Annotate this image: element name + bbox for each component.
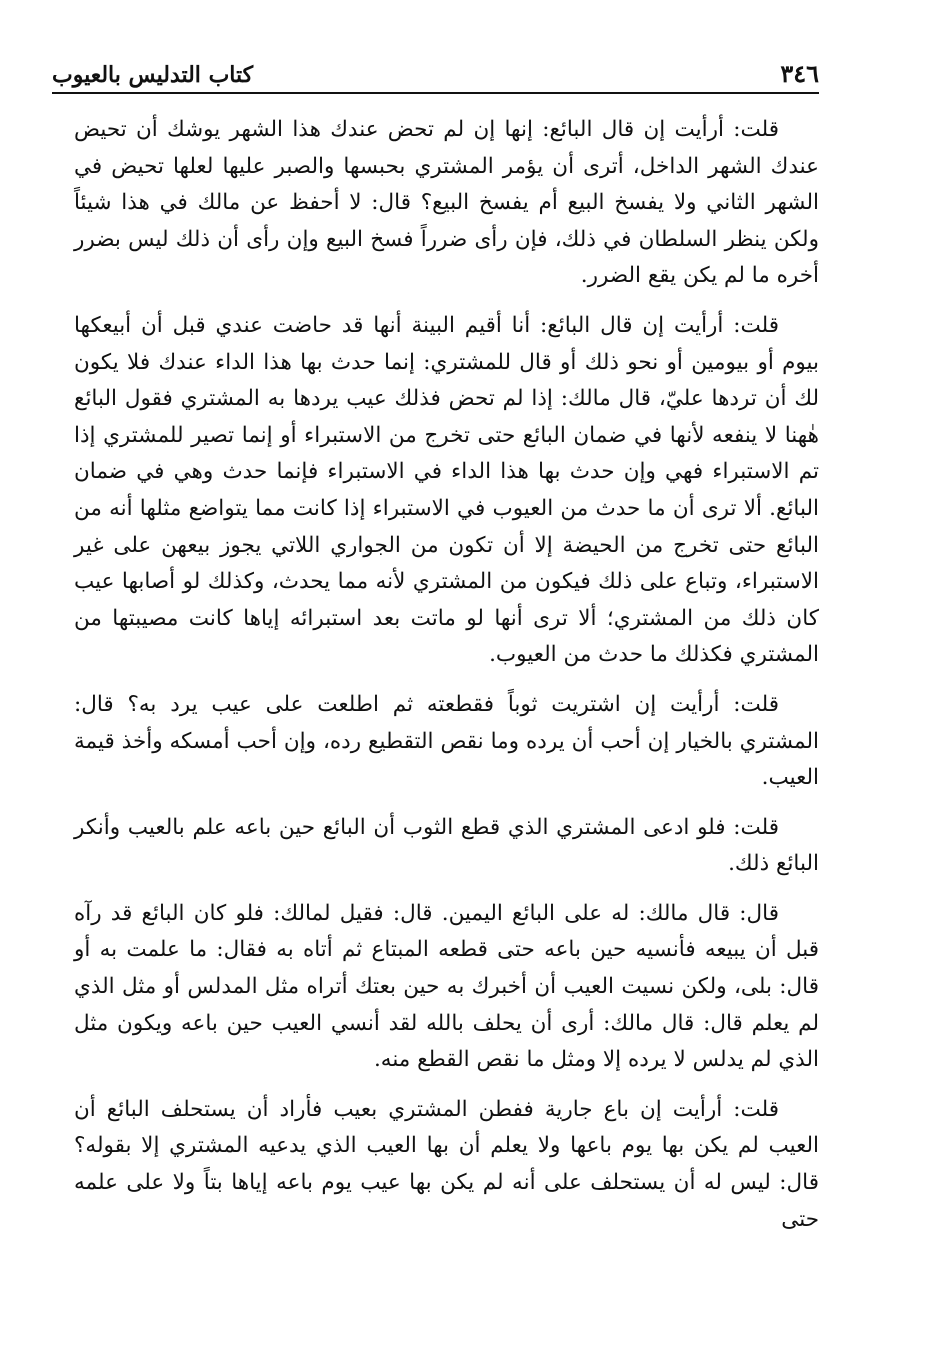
paragraph: قلت: أرأيت إن قال البائع: أنا أقيم البينة أنها قد حاضت عندي قبل أن أبيعكها بيوم أو بيومين أو نحو ذلك أو قال للمشتري: إنما حدث بها هذا الداء عندك فلا يكون لك أن تردها عليّ، قال مالك: إذا لم تحض فذلك عيب يردها به المشتري فقول البائع هٰهنا لا ينفعه لأنها في ضمان البائع حتى تخرج من الاستبراء أو إنما تصير للمشتري إذا تم الاستبراء فهي وإن حدث بها هذا الداء في الاستبراء فإنما حدث وهي في ضمان البائع. ألا ترى أن ما حدث من العيوب في الاستبراء إذا كانت مما يتواضع مثلها أنه من البائع حتى تخرج من الحيضة إلا أن تكون من الجواري اللاتي يجوز بيعهن على غير الاستبراء، وتباع على ذلك فيكون من المشتري لأنه مما يحدث، وكذلك لو أصابها عيب كان ذلك من المشتري؛ ألا ترى أنها لو ماتت بعد استبرائه إياها كانت مصيبتها من المشتري فكذلك ما حدث من العيوب. [74, 312, 819, 668]
paragraph: قلت: فلو ادعى المشتري الذي قطع الثوب أن البائع حين باعه علم بالعيب وأنكر البائع ذلك. [74, 814, 819, 877]
page-number: ٣٤٦ [780, 59, 819, 88]
page-body [74, 112, 819, 1251]
paragraph: قال: قال مالك: له على البائع اليمين. قال: فقيل لمالك: فلو كان البائع قد رآه قبل أن يبيعه فأنسيه حين باعه حتى قطعه المبتاع ثم أتاه به فقال: ما علمت به أو قال: بلى، ولكن نسيت العيب أن أخبرك به حين بعتك أتراه مثل المدلس أو مثل الذي لم يعلم قال: قال مالك: أرى أن يحلف بالله لقد أنسي العيب حين باعه ويكون مثل الذي لم يدلس لا يرده إلا ومثل ما نقص القطع منه. [74, 900, 819, 1073]
paragraph: قلت: أرأيت إن اشتريت ثوباً فقطعته ثم اطلعت على عيب يرد به؟ قال: المشتري بالخيار إن أحب أن يرده وما نقص التقطيع رده، وإن أحب أمسكه وأخذ قيمة العيب. [74, 691, 819, 791]
paragraph: قلت: أرأيت إن قال البائع: إنها إن لم تحض عندك هذا الشهر يوشك أن تحيض عندك الشهر الداخل، أترى أن يؤمر المشتري بحبسها والصبر عليها لعلها تحيض في الشهر الثاني ولا يفسخ البيع أم يفسخ البيع؟ قال: لا أحفظ عن مالك في هذا شيئاً ولكن ينظر السلطان في ذلك، فإن رأى ضرراً فسخ البيع وإن رأى أن ذلك ليس بضرر أخره ما لم يكن يقع الضرر. [74, 117, 819, 289]
paragraph: قلت: أرأيت إن باع جارية ففطن المشتري بعيب فأراد أن يستحلف البائع أن العيب لم يكن بها يوم باعها ولا يعلم أن بها العيب الذي يدعيه المشتري إلا بقوله؟ قال: ليس له أن يستحلف على أنه لم يكن بها عيب يوم باعه إياها بتاً ولا على علمه حتى [74, 1096, 819, 1232]
book-title: كتاب التدليس بالعيوب [52, 62, 254, 88]
page-header [52, 44, 819, 94]
